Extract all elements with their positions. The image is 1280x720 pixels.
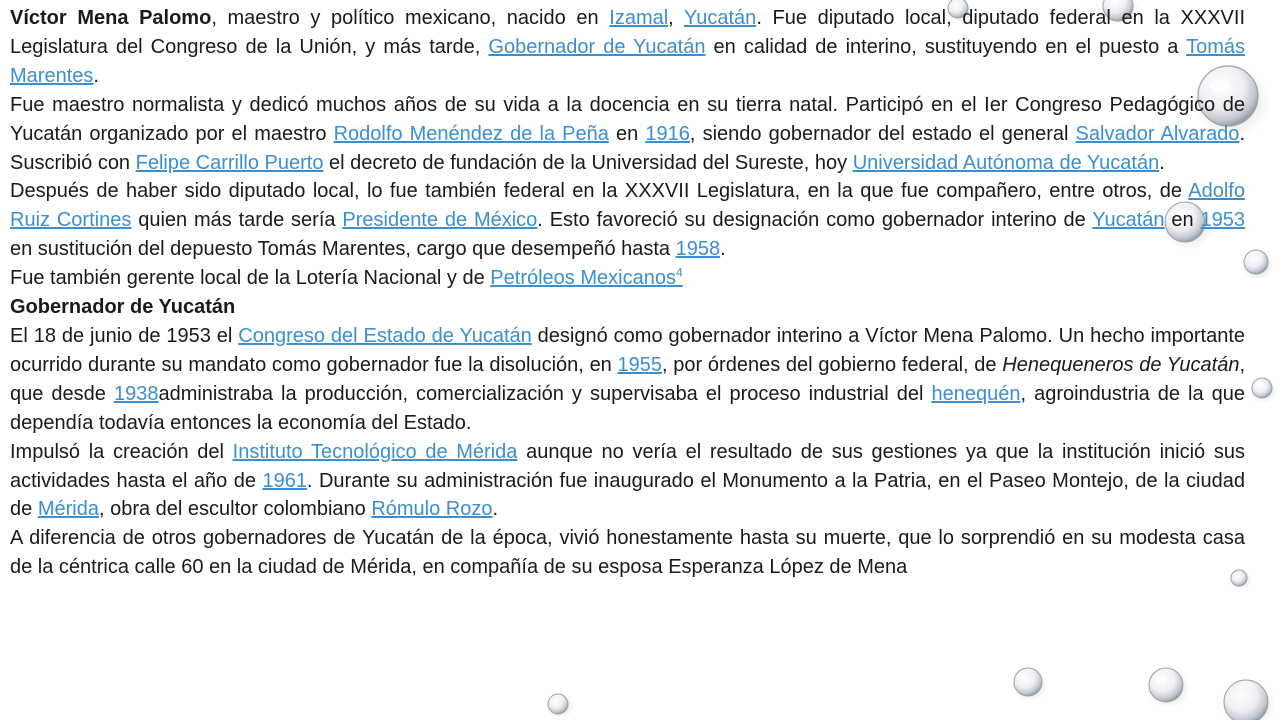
text-run: . bbox=[1159, 151, 1165, 174]
wiki-link[interactable] bbox=[490, 267, 682, 289]
wiki-link[interactable]: Rómulo Rozo bbox=[371, 498, 493, 521]
wiki-link[interactable]: Presidente de México bbox=[342, 209, 538, 232]
text-run: administraba la producción, comercialización y supervisaba el proceso industrial del bbox=[158, 382, 932, 405]
lottery-paragraph bbox=[10, 264, 1245, 293]
text-run: . Fue diputado local, diputado federal en la XXXVII Legislatura del Congreso de la Unión, y más tarde, bbox=[10, 7, 1246, 58]
text-run: Impulsó la creación del bbox=[10, 440, 233, 463]
text-run: , que desde bbox=[10, 353, 1246, 405]
wiki-link[interactable]: Rodolfo Menéndez de la Peña bbox=[333, 122, 609, 145]
honesty-paragraph bbox=[10, 524, 1245, 582]
text-run: Fue maestro normalista y dedicó muchos años de su vida a la docencia en su tierra natal. Participó en el Ier Congreso Pedagógico de Yucatán organizado por el maestro bbox=[10, 93, 1245, 145]
text-run: en bbox=[608, 122, 646, 145]
italic-text: Henequeneros de Yucatán bbox=[1002, 353, 1240, 376]
wiki-link[interactable]: Tomás Marentes bbox=[10, 35, 1245, 87]
wiki-link[interactable]: Yucatán bbox=[684, 7, 757, 29]
wiki-link[interactable]: Yucatán bbox=[1092, 209, 1165, 232]
intro-paragraph bbox=[10, 4, 1245, 91]
text-run: . Esto favoreció su designación como gobernador interino de bbox=[537, 209, 1093, 232]
appointment-paragraph bbox=[10, 322, 1245, 438]
text-run: en sustitución del depuesto Tomás Marentes, cargo que desempeñó hasta bbox=[10, 238, 676, 261]
text-run: . bbox=[93, 64, 99, 87]
text-run: . bbox=[492, 498, 499, 521]
wiki-link[interactable]: 1955 bbox=[617, 353, 663, 376]
wiki-link[interactable]: Congreso del Estado de Yucatán bbox=[238, 324, 532, 347]
wiki-link[interactable]: Instituto Tecnológico de Mérida bbox=[232, 440, 518, 463]
institute-paragraph bbox=[10, 438, 1245, 525]
wiki-link[interactable]: 1916 bbox=[645, 122, 690, 145]
wiki-link[interactable]: 1938 bbox=[113, 382, 159, 405]
text-run: . Durante su administración fue inaugurado el Monumento a la Patria, en el Paseo Montejo, de la ciudad de bbox=[10, 469, 1245, 521]
text-run: quien más tarde sería bbox=[131, 209, 343, 232]
deputy-paragraph bbox=[10, 177, 1245, 264]
text-run: designó como gobernador interino a Víctor Mena Palomo. Un hecho importante ocurrido durante su mandato como gobernador fue la disolución, en bbox=[10, 324, 1246, 376]
wiki-link[interactable]: Izamal bbox=[609, 7, 669, 29]
text-run: , obra del escultor colombiano bbox=[98, 498, 372, 521]
wiki-link[interactable]: 1961 bbox=[262, 469, 307, 492]
text-run: , agroindustria de la que dependía todavía entonces la economía del Estado. bbox=[10, 382, 1246, 434]
text-run: , maestro y político mexicano, nacido en bbox=[211, 7, 610, 29]
footnote-ref[interactable]: 4 bbox=[675, 265, 683, 280]
wiki-link[interactable]: Mérida bbox=[37, 498, 99, 521]
text-run: . bbox=[720, 238, 726, 261]
text-run: , por órdenes del gobierno federal, de bbox=[662, 353, 1003, 376]
wiki-link[interactable]: 1953 bbox=[1200, 209, 1245, 232]
wiki-link[interactable]: 1958 bbox=[675, 238, 721, 261]
bold-text: Víctor Mena Palomo bbox=[10, 7, 212, 29]
text-run: el decreto de fundación de la Universidad del Sureste, hoy bbox=[323, 151, 853, 174]
wiki-link[interactable]: Universidad Autónoma de Yucatán bbox=[852, 151, 1160, 174]
text-run: en calidad de interino, sustituyendo en el puesto a bbox=[705, 35, 1187, 58]
text-run: A diferencia de otros gobernadores de Yucatán de la época, vivió honestamente hasta su muerte, que lo sorprendió en su modesta casa de la céntrica calle 60 en la ciudad de Mérida, en compañía de su esposa Esperanza López de Mena bbox=[10, 527, 1245, 579]
link-text: Petróleos Mexicanos bbox=[490, 267, 676, 290]
text-run: en bbox=[1164, 209, 1201, 232]
teacher-paragraph bbox=[10, 91, 1245, 178]
text-run: aunque no vería el resultado de sus gestiones ya que la institución inició sus actividades hasta el año de bbox=[10, 440, 1245, 492]
wiki-link[interactable]: Felipe Carrillo Puerto bbox=[135, 151, 324, 174]
bold-text: Gobernador de Yucatán bbox=[10, 296, 236, 319]
text-run: . Suscribió con bbox=[10, 122, 1245, 174]
text-run: El 18 de junio de 1953 el bbox=[10, 324, 239, 347]
text-run: Después de haber sido diputado local, lo fue también federal en la XXXVII Legislatura, en la que fue compañero, entre otros, de bbox=[10, 180, 1189, 203]
wiki-link[interactable]: henequén bbox=[931, 382, 1021, 405]
wiki-link[interactable]: Salvador Alvarado bbox=[1075, 122, 1240, 145]
article-body bbox=[10, 4, 1245, 582]
wiki-link[interactable]: Gobernador de Yucatán bbox=[488, 35, 706, 58]
text-run: , siendo gobernador del estado el general bbox=[689, 122, 1076, 145]
text-run: , bbox=[668, 7, 685, 29]
wiki-link[interactable]: Adolfo Ruiz Cortines bbox=[10, 180, 1245, 232]
text-run: Fue también gerente local de la Lotería Nacional y de bbox=[10, 267, 491, 290]
governor-heading bbox=[10, 293, 1245, 322]
